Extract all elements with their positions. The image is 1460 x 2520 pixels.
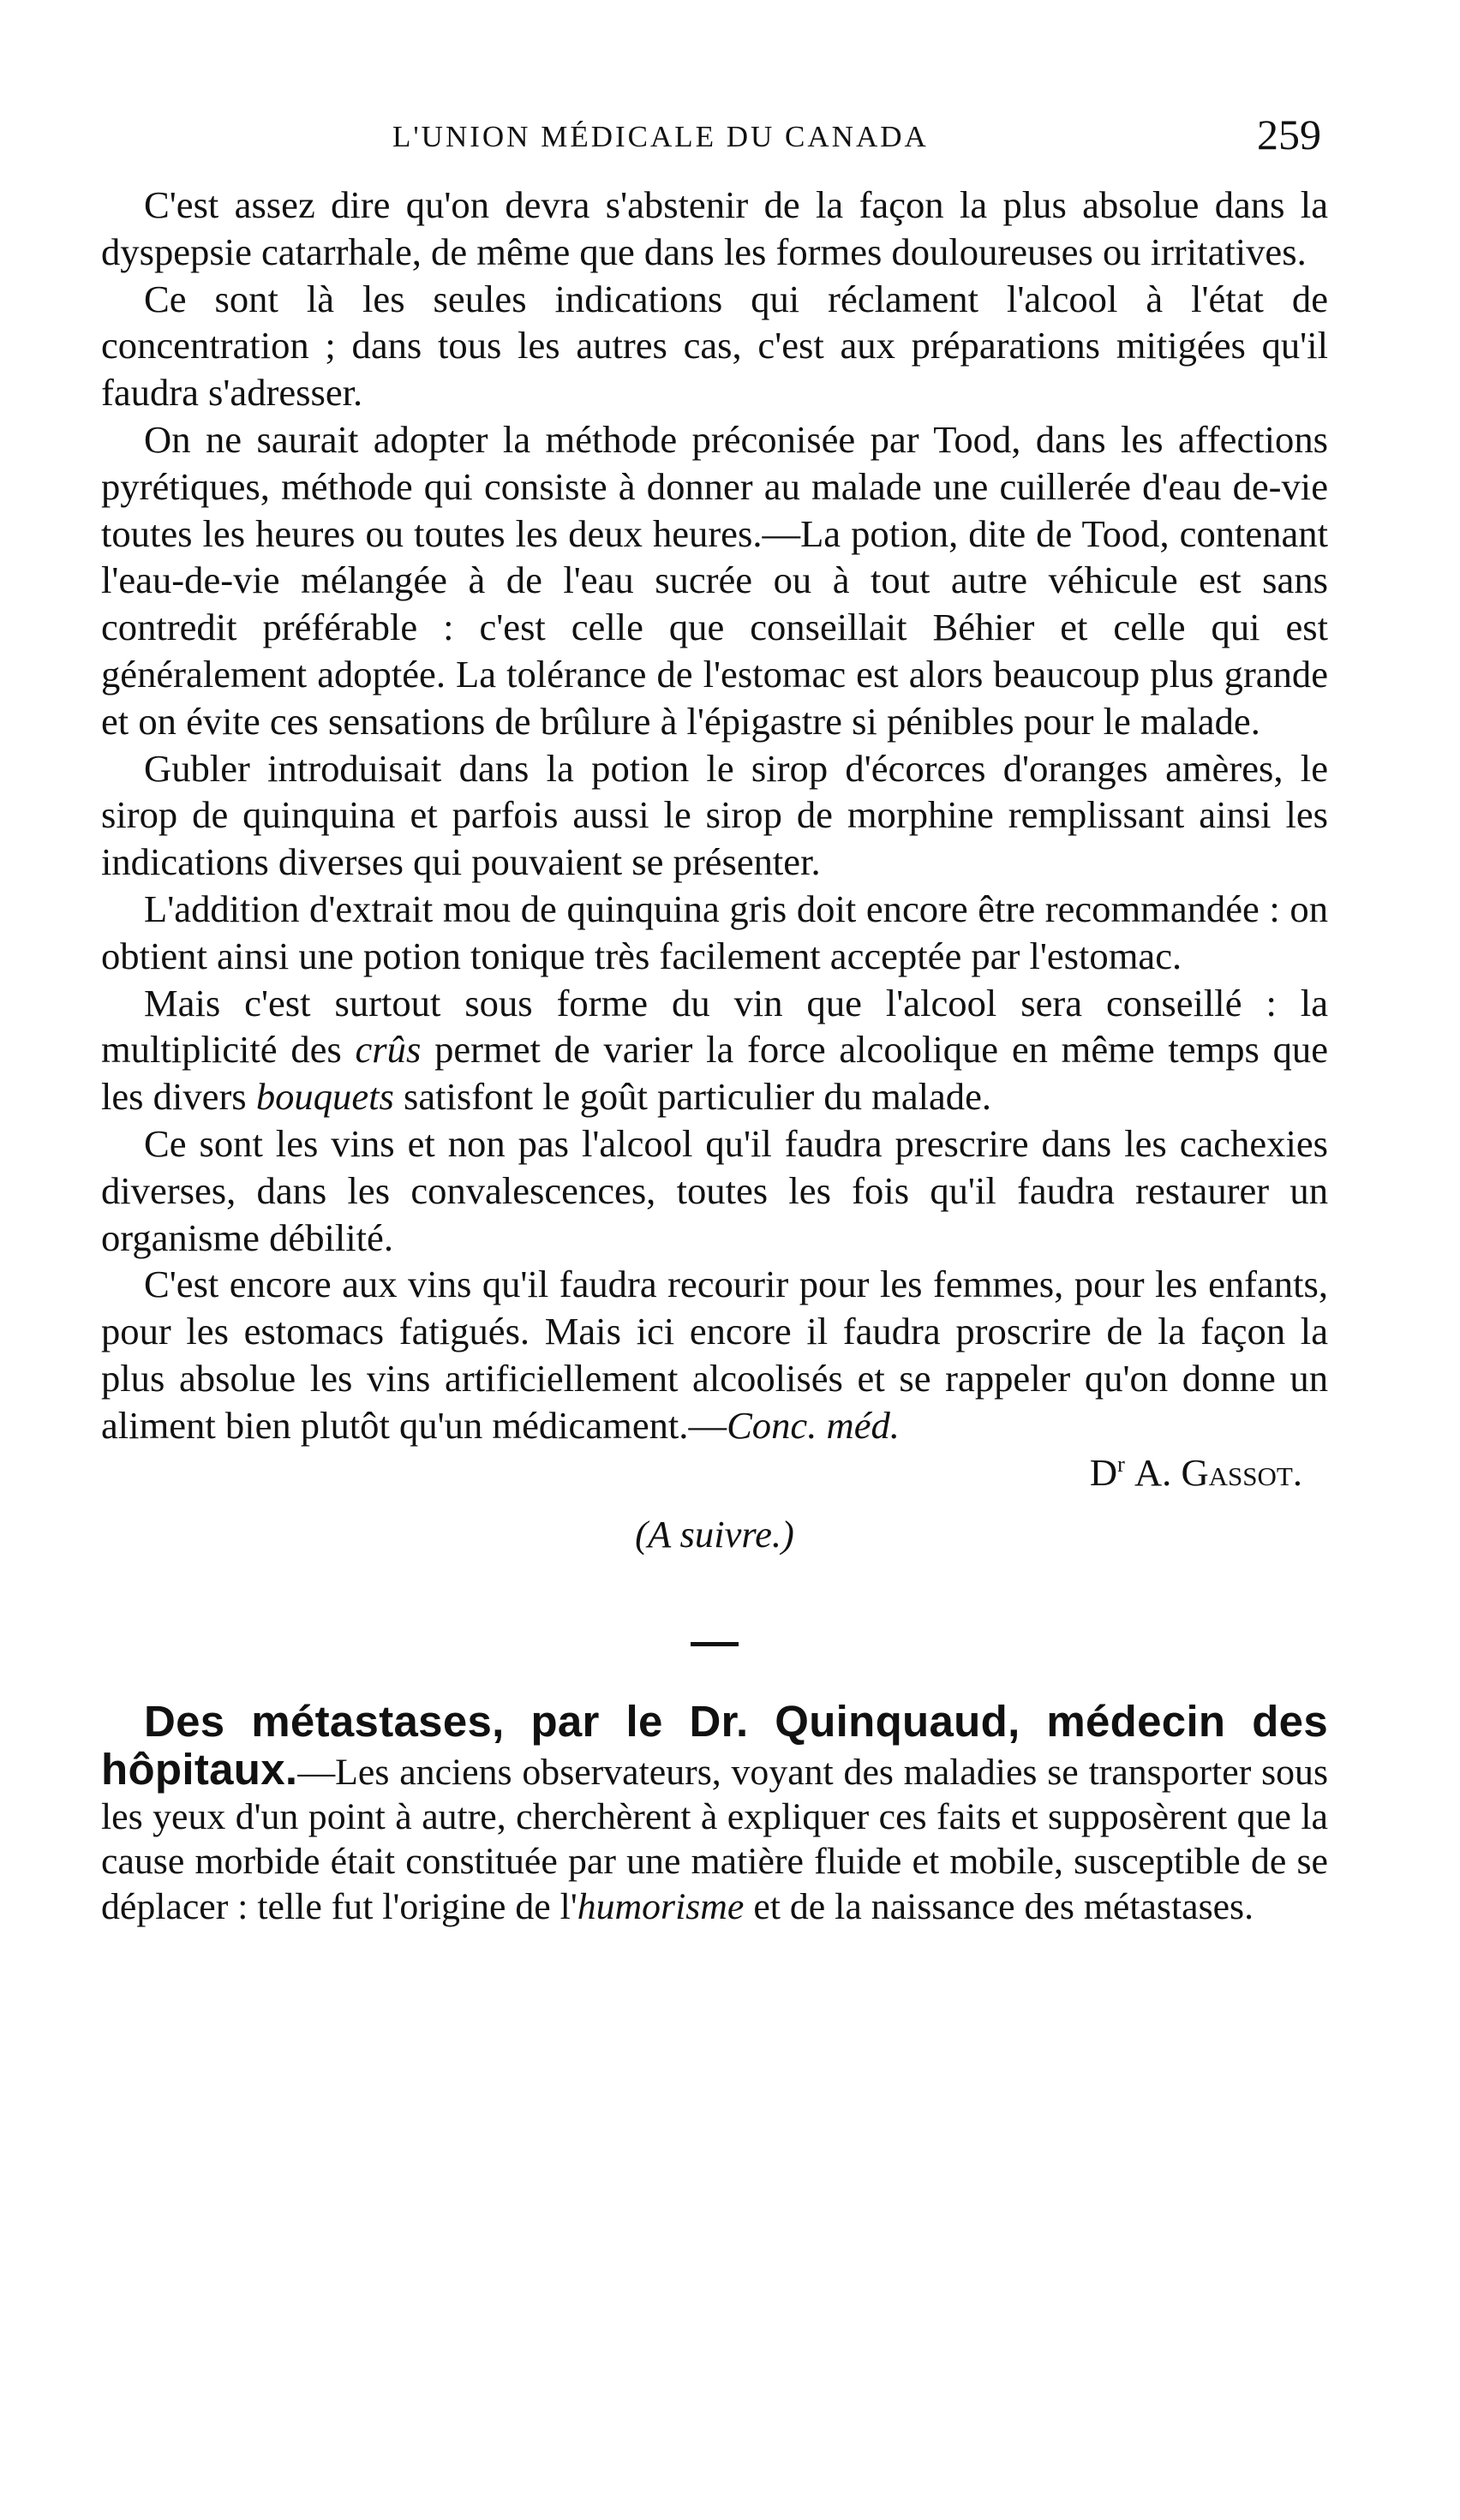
paragraph: Ce sont là les seules indications qui réclament l'alcool à l'état de concentration ; dans tous les autres cas, c'est aux préparations mitigées qu'il faudra s'adresser. [101, 277, 1328, 415]
article-title: Des métastases, par le Dr. Quinquaud, médecin des hôpitaux. [101, 1697, 1328, 1794]
signature-prefix-sup: r [1117, 1451, 1125, 1477]
paragraph-final [101, 1261, 1328, 1448]
italic-term: bouquets [255, 1075, 394, 1119]
italic-term: humorisme [577, 1885, 745, 1927]
paragraph: L'addition d'extrait mou de quinquina gris doit encore être recommandée : on obtient ainsi une potion tonique très facilement acceptée par l'estomac. [101, 887, 1328, 977]
source-citation: Conc. méd. [727, 1403, 900, 1447]
running-head [101, 110, 1321, 161]
text-run: —Les anciens observateurs, voyant des maladies se transporter sous les yeux d'un point à autre, cherchèrent à expliquer ces faits et supposèrent que la cause morbide était constituée par une matière fluide et mobile, susceptible de se déplacer : telle fut l'origine de l' [101, 1751, 1328, 1927]
paragraph: On ne saurait adopter la méthode préconisée par Tood, dans les affections pyrétiques, méthode qui consiste à donner au malade une cuillerée d'eau de-vie toutes les heures ou toutes les deux heures.—La potion, dite de Tood, contenant l'eau-de-vie mélangée à de l'eau sucrée ou à tout autre véhicule est sans contredit préférable : c'est celle que conseillait Béhier et celle qui est généralement adoptée. La tolérance de l'estomac est alors beaucoup plus grande et on évite ces sensations de brûlure à l'épigastre si pénibles pour le malade. [101, 417, 1328, 743]
text-run: C'est encore aux vins qu'il faudra recourir pour les femmes, pour les enfants, pour les estomacs fatigués. Mais ici encore il faudra proscrire de la façon la plus absolue les vins artificiellement alcoolisés et se rappeler qu'on donne un aliment bien plutôt qu'un médicament.— [101, 1263, 1328, 1447]
continuation-note: (A suivre.) [635, 1513, 794, 1556]
paragraph: Ce sont les vins et non pas l'alcool qu'il faudra prescrire dans les cachexies diverses, dans les convalescences, toutes les fois qu'il faudra restaurer un organisme débilité. [101, 1121, 1328, 1259]
text-run: et de la naissance des métastases. [744, 1885, 1254, 1927]
text-column [101, 182, 1328, 1929]
paragraph: C'est assez dire qu'on devra s'abstenir de la façon la plus absolue dans la dyspepsie catarrhale, de même que dans les formes douloureuses ou irritatives. [101, 183, 1328, 273]
text-run: satisfont le goût particulier du malade. [393, 1075, 992, 1119]
article-metastases [101, 1699, 1328, 1929]
italic-term: crûs [355, 1028, 422, 1072]
signature-name: A. Gassot. [1134, 1450, 1302, 1494]
paragraph-wine [101, 980, 1328, 1120]
journal-title: L'UNION MÉDICALE DU CANADA [392, 120, 929, 153]
author-signature [101, 1449, 1328, 1496]
article-paragraph [101, 1699, 1328, 1929]
paragraph: Gubler introduisait dans la potion le sirop d'écorces d'oranges amères, le sirop de quinquina et parfois aussi le sirop de morphine remplissant ainsi les indications diverses qui pouvaient se présenter. [101, 746, 1328, 884]
signature-prefix: D [1089, 1450, 1118, 1494]
section-separator [691, 1642, 739, 1646]
text-run: Mais c'est surtout sous forme du vin que l'alcool sera conseillé : la multiplicité des [101, 981, 1328, 1072]
text-run: permet de varier la force alcoolique en même temps que les divers [101, 1028, 1328, 1119]
page-number: 259 [1257, 110, 1321, 158]
